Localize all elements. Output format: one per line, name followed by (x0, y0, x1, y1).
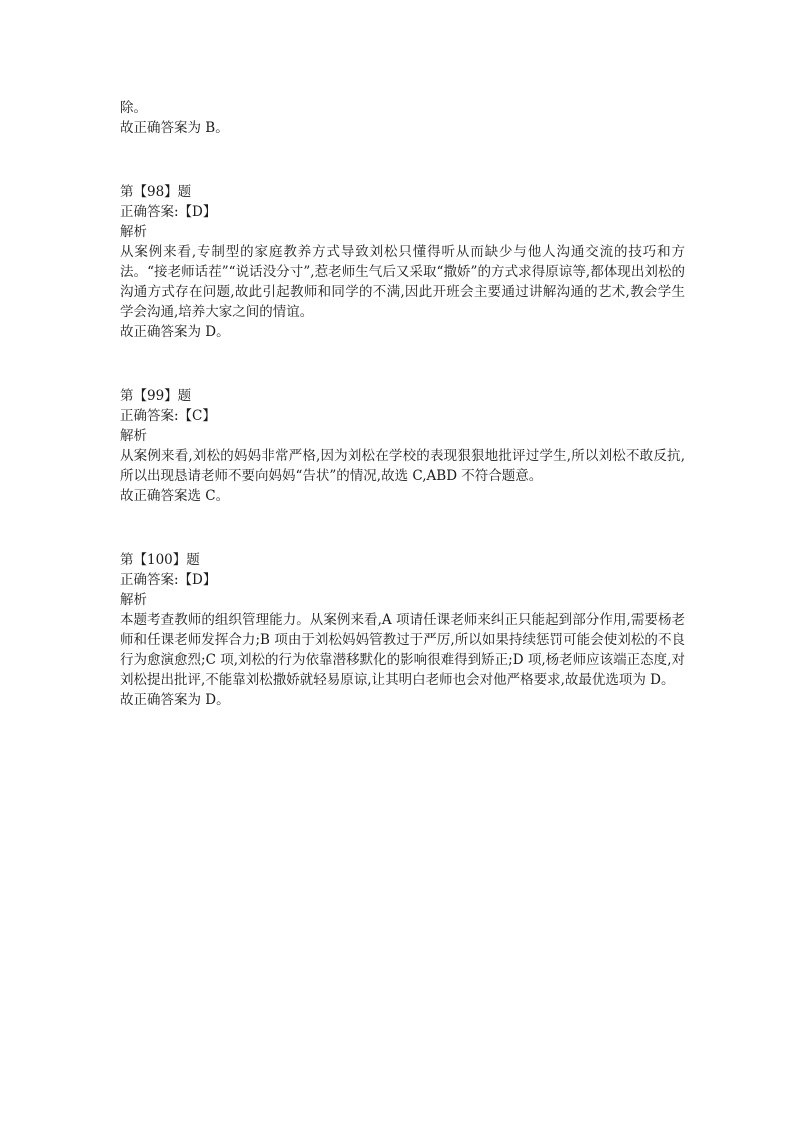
correct-answer: 正确答案:【D】 (120, 204, 217, 220)
analysis-text: 本题考查教师的组织管理能力。从案例来看,A 项请任课老师来纠正只能起到部分作用,需要杨老师和任课老师发挥合力;B 项由于刘松妈妈管教过于严厉,所以如果持续惩罚可能会使刘松的不良行为愈演愈烈;C 项,刘松的行为依靠潜移默化的影响很难得到矫正;D 项,杨老师应该端正态度,对刘松提出批评,不能靠刘松撒娇就轻易原谅,让其明白老师也会对他严格要求,故最优选项为 D。 (120, 612, 685, 688)
question-title: 第【100】题 (120, 552, 200, 568)
analysis-text: 从案例来看,专制型的家庭教养方式导致刘松只懂得听从而缺少与他人沟通交流的技巧和方法。“接老师话茬”“说话没分寸”,惹老师生气后又采取“撒娇”的方式求得原谅等,都体现出刘松的沟通方式存在问题,故此引起教师和同学的不满,因此开班会主要通过讲解沟通的艺术,教会学生学会沟通,培养大家之间的情谊。 (120, 244, 685, 320)
final-answer: 故正确答案为 D。 (120, 692, 230, 708)
section-gap (120, 342, 685, 386)
previous-answer-line: 故正确答案为 B。 (120, 120, 229, 136)
section-gap (120, 138, 685, 182)
correct-answer: 正确答案:【D】 (120, 572, 217, 588)
analysis-label: 解析 (120, 592, 147, 608)
previous-answer-tail: 除。 (120, 100, 147, 116)
analysis-label: 解析 (120, 224, 147, 240)
question-title: 第【98】题 (120, 184, 192, 200)
analysis-label: 解析 (120, 428, 147, 444)
question-title: 第【99】题 (120, 388, 192, 404)
correct-answer: 正确答案:【C】 (120, 408, 216, 424)
final-answer: 故正确答案为 D。 (120, 324, 230, 340)
question-block-99 (120, 386, 685, 506)
analysis-text: 从案例来看,刘松的妈妈非常严格,因为刘松在学校的表现狠狠地批评过学生,所以刘松不敢反抗,所以出现恳请老师不要向妈妈“告状”的情况,故选 C,ABD 不符合题意。 (120, 448, 685, 484)
question-block-98 (120, 182, 685, 342)
answer-content (120, 98, 685, 710)
section-gap (120, 506, 685, 550)
question-block-100 (120, 550, 685, 710)
final-answer: 故正确答案选 C。 (120, 488, 230, 504)
